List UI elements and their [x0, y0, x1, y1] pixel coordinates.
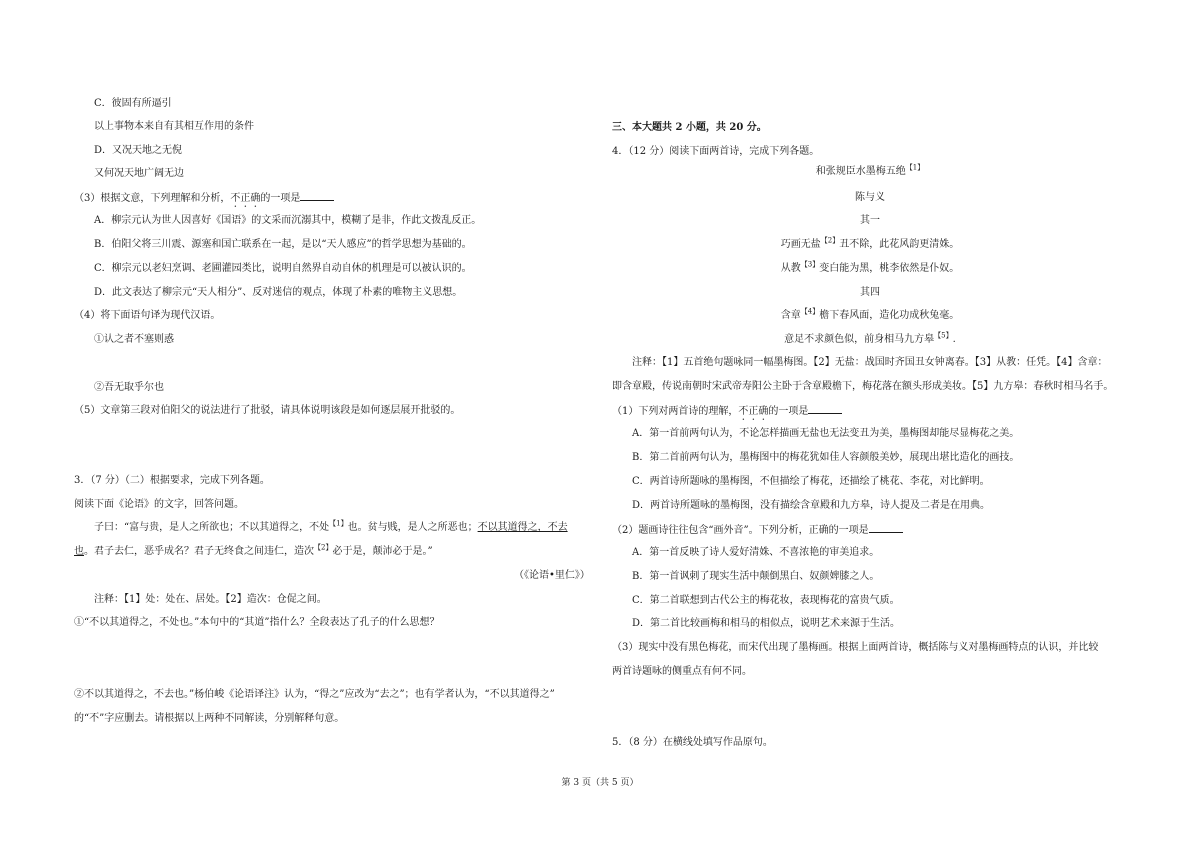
answer-blank[interactable] — [300, 190, 334, 201]
q3-option-c: C．柳宗元以老妇烹调、老圃灌园类比，说明自然界自动自休的机理是可以被认识的。 — [94, 263, 472, 274]
poem-part-1: 其一 — [860, 215, 880, 226]
question-prefix: （1）下列对两首诗的理解， — [612, 406, 739, 417]
option-d: D．又况天地之无倪 — [94, 145, 183, 156]
question-5-title: 5．（8 分）在横线处填写作品原句。 — [612, 737, 773, 748]
quote-notes: 注释：【1】处：处在、居处。【2】造次：仓促之间。 — [94, 594, 327, 605]
footnote-mark: 【3】 — [800, 260, 820, 269]
question-4-title: 4．（12 分）阅读下面两首诗，完成下列各题。 — [612, 146, 820, 157]
poem-line-3 — [720, 309, 1020, 323]
sq1-option-b: B．第二首前两句认为，墨梅图中的梅花犹如佳人容颜般美妙，展现出堪比造化的画技。 — [632, 452, 1020, 463]
sub-question-2-line-2: 的“不”字应删去。请根据以上两种不同解读，分别解释句意。 — [74, 713, 345, 724]
question-suffix: 的一项是 — [768, 406, 809, 417]
poem-notes-line-1: 注释：【1】五首绝句题咏同一幅墨梅图。【2】无盐：战国时齐国丑女钟离春。【3】从教：任凭。【4】含章： — [632, 357, 1108, 368]
sub-question-2-line-1: ②不以其道得之，不去也。”杨伯峻《论语译注》认为，“得之”应改为“去之”；也有学者认为，“不以其道得之” — [74, 689, 555, 700]
poem-author: 陈与义 — [855, 192, 885, 203]
underlined-quote: 不以其道得之，不去 — [477, 522, 568, 533]
sq2-option-a: A．第一首反映了诗人爱好清姝、不喜浓艳的审美追求。 — [632, 547, 880, 558]
q3-emphasis: 不正确 — [230, 193, 261, 204]
sub-question-1: ①“不以其道得之，不处也。”本句中的“其道”指什么？全段表达了孔子的什么思想？ — [74, 617, 440, 628]
quote-part: 。君子去仁，恶乎成名？君子无终食之间违仁，造次 — [84, 546, 314, 557]
quote-part: 必于是，颠沛必于是。” — [332, 546, 433, 557]
poem-title — [720, 165, 1020, 179]
question-3-3 — [74, 190, 334, 210]
footnote-mark: 【1】 — [905, 163, 925, 172]
footnote-mark-1: 【1】 — [329, 519, 348, 528]
question-text: （2）题画诗往往包含“画外音”。下列分析，正确的一项是 — [612, 525, 869, 536]
sq2-option-b: B．第一首讽刺了现实生活中颠倒黑白、奴颜婢膝之人。 — [632, 571, 880, 582]
sub-question-4-2 — [612, 522, 903, 538]
answer-blank[interactable] — [808, 403, 842, 414]
q3-option-b: B．伯阳父将三川震、源塞和国亡联系在一起，是以“天人感应”的哲学思想为基础的。 — [94, 239, 472, 250]
sub-question-4-1 — [612, 403, 842, 423]
footnote-mark-2: 【2】 — [314, 543, 333, 552]
poem-text: . — [952, 334, 956, 345]
question-3-4: （4）将下面语句译为现代汉语。 — [74, 310, 221, 321]
poem-text: 变白能为黑，桃李依然是仆奴。 — [819, 263, 960, 274]
question-3-title: 3．（7 分）（二）根据要求，完成下列各题。 — [74, 475, 270, 486]
question-emphasis: 不正确 — [738, 406, 769, 417]
underlined-quote: 也 — [74, 546, 84, 557]
poem-text: 丑不除，此花风韵更清姝。 — [839, 239, 960, 250]
footnote-mark: 【5】 — [934, 331, 953, 340]
reading-intro: 阅读下面《论语》的文字，回答问题。 — [74, 499, 244, 510]
page-footer: 第 3 页（共 5 页） — [561, 778, 639, 788]
poem-text: 巧画无盐 — [780, 239, 821, 250]
q3-option-a: A．柳宗元认为世人因喜好《国语》的文采而沉溺其中，模糊了是非，作此文拨乱反正。 — [94, 215, 482, 226]
poem-line-4 — [720, 333, 1020, 347]
section-heading: 三、本大题共 2 小题，共 20 分。 — [612, 122, 767, 133]
poem-notes-line-2: 即含章殿，传说南朝时宋武帝寿阳公主卧于含章殿檐下，梅花落在额头形成美妆。【5】九方皋：春秋时相马名手。 — [612, 381, 1114, 392]
answer-blank[interactable] — [869, 522, 903, 533]
poem-line-2 — [720, 262, 1020, 276]
poem-text: 从教 — [780, 263, 801, 274]
poem-title-text: 和张规臣水墨梅五绝 — [815, 166, 906, 177]
question-3-5: （5）文章第三段对伯阳父的说法进行了批驳，请具体说明该段是如何逐层展开批驳的。 — [74, 405, 461, 416]
quote-part: 子曰：“富与贵，是人之所欲也；不以其道得之，不处 — [94, 522, 330, 533]
poem-text: 含章 — [780, 310, 801, 321]
poem-text: 意足不求颜色似，前身相马九方皋 — [784, 334, 935, 345]
sq2-option-c: C．第二首联想到古代公主的梅花妆，表现梅花的富贵气质。 — [632, 595, 900, 606]
sq1-option-c: C．两首诗所题咏的墨梅图，不但描绘了梅花，还描绘了桃花、李花，对比鲜明。 — [632, 476, 990, 487]
poem-line-1 — [720, 238, 1020, 252]
q3-option-d: D．此文表达了柳宗元“天人相分”、反对迷信的观点，体现了朴素的唯物主义思想。 — [94, 287, 463, 298]
quote-source: （《论语•里仁》） — [514, 570, 590, 581]
translate-item-1: ①认之者不塞则惑 — [94, 334, 174, 345]
poem-text: 檐下春风面，造化功成秋兔毫。 — [819, 310, 960, 321]
analects-quote-line-2 — [74, 545, 433, 559]
poem-part-4: 其四 — [860, 287, 880, 298]
q3-suffix: 的一项是 — [260, 193, 301, 204]
sq2-option-d: D．第二首比较画梅和相马的相似点，说明艺术来源于生活。 — [632, 618, 901, 629]
sub-question-4-3-line-1: （3）现实中没有黑色梅花，而宋代出现了墨梅画。根据上面两首诗，概括陈与义对墨梅画特点的认识，并比较 — [612, 642, 1099, 653]
quote-part: 也。贫与贱，是人之所恶也； — [347, 522, 478, 533]
sub-question-4-3-line-2: 两首诗题咏的侧重点有何不同。 — [612, 666, 752, 677]
option-d-translation: 又何况天地广阔无边 — [94, 168, 184, 179]
analects-quote-line-1 — [94, 521, 568, 535]
translate-item-2: ②吾无取乎尔也 — [94, 382, 164, 393]
sq1-option-a: A．第一首前两句认为，不论怎样描画无盐也无法变丑为美，墨梅图却能尽显梅花之美。 — [632, 428, 1020, 439]
sq1-option-d: D．两首诗所题咏的墨梅图，没有描绘含章殿和九方皋，诗人提及二者是在用典。 — [632, 500, 991, 511]
option-c: C．彼固有所逼引 — [94, 98, 172, 109]
q3-prefix: （3）根据文意，下列理解和分析， — [74, 193, 231, 204]
footnote-mark: 【4】 — [800, 307, 820, 316]
footnote-mark: 【2】 — [820, 236, 840, 245]
option-c-translation: 以上事物本来自有其相互作用的条件 — [94, 121, 254, 132]
